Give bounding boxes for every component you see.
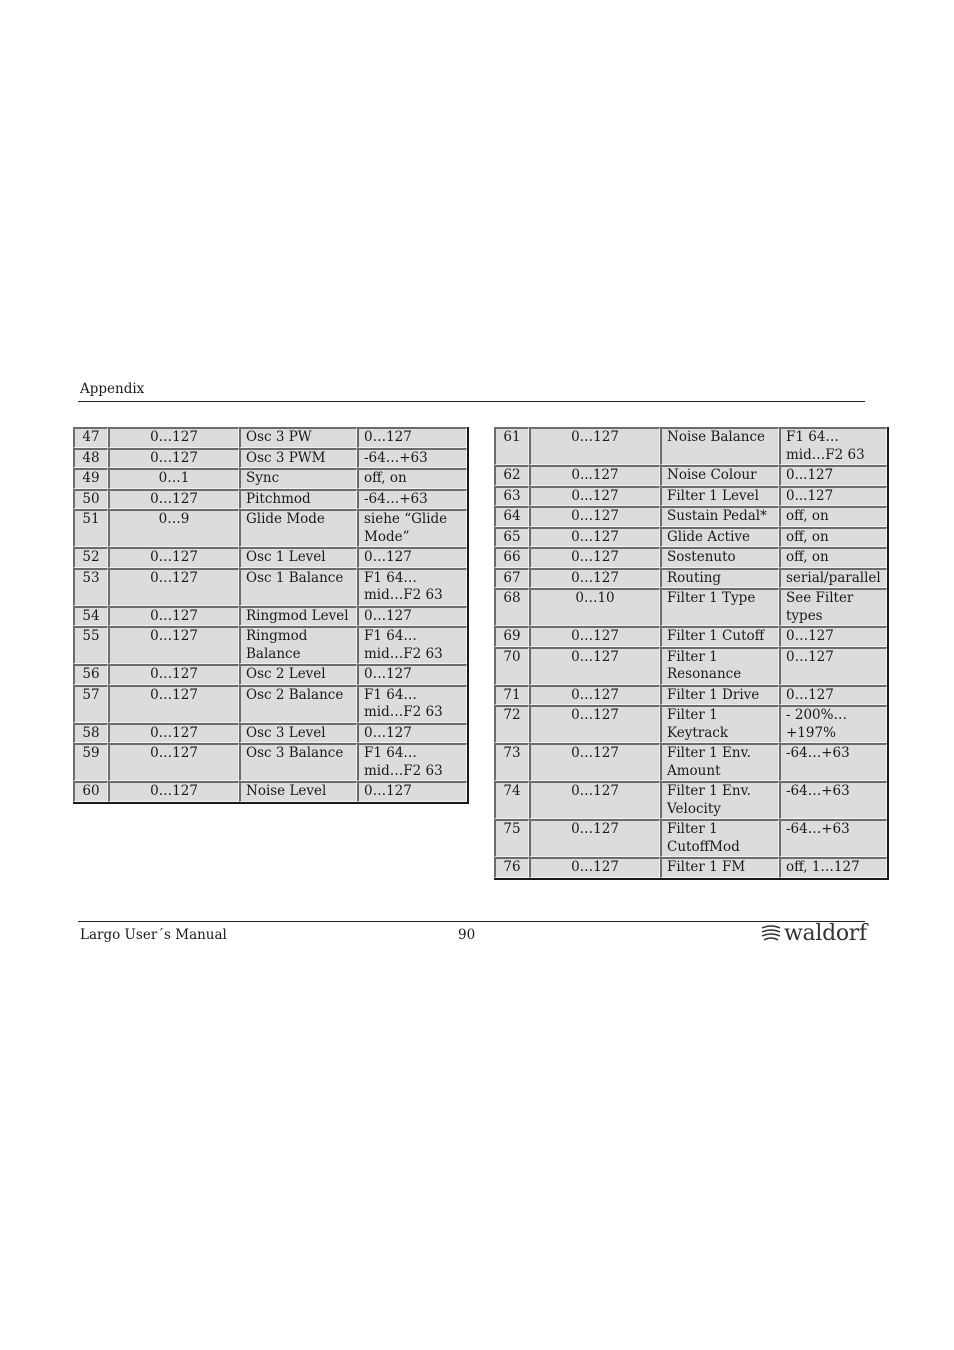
- value-range-cell: 0…127: [108, 664, 239, 685]
- parameter-range-cell: F1 64…mid…F2 63: [357, 568, 467, 606]
- controller-number-cell: 48: [73, 448, 108, 469]
- controller-number-cell: 62: [494, 465, 529, 486]
- parameter-range-cell: 0…127: [357, 547, 467, 568]
- table-row: [73, 723, 467, 744]
- controller-number-cell: 49: [73, 468, 108, 489]
- table-row: [73, 743, 467, 781]
- parameter-range-cell: off, 1…127: [779, 857, 887, 878]
- table-row: [73, 606, 467, 627]
- value-range-cell: 0…10: [529, 588, 660, 626]
- table-row: [73, 781, 467, 802]
- value-range-cell: 0…127: [529, 781, 660, 819]
- parameter-name-cell: Pitchmod: [239, 489, 357, 510]
- value-range-cell: 0...127: [529, 486, 660, 507]
- parameter-range-cell: - 200%… +197%: [779, 705, 887, 743]
- controller-number-cell: 75: [494, 819, 529, 857]
- table-row: [73, 685, 467, 723]
- manual-title: Largo User´s Manual: [80, 927, 227, 943]
- parameter-name-cell: Ringmod Balance: [239, 626, 357, 664]
- page-number: 90: [458, 927, 476, 943]
- parameter-range-cell: off, on: [779, 527, 887, 548]
- parameter-range-cell: -64…+63: [779, 743, 887, 781]
- controller-number-cell: 60: [73, 781, 108, 802]
- parameter-range-cell: F1 64…mid…F2 63: [357, 743, 467, 781]
- header-divider: [78, 401, 865, 402]
- parameter-name-cell: Filter 1 Type: [660, 588, 779, 626]
- table-row: [494, 647, 887, 685]
- table-row: [73, 626, 467, 664]
- value-range-cell: 0…1: [108, 468, 239, 489]
- value-range-cell: 0…127: [108, 547, 239, 568]
- parameter-range-cell: 0…127: [357, 723, 467, 744]
- controller-number-cell: 52: [73, 547, 108, 568]
- controller-number-cell: 56: [73, 664, 108, 685]
- parameter-name-cell: Sync: [239, 468, 357, 489]
- value-range-cell: 0…127: [529, 705, 660, 743]
- waldorf-logo: [760, 920, 867, 946]
- value-range-cell: 0…127: [108, 626, 239, 664]
- parameter-range-cell: 0…127: [357, 781, 467, 802]
- value-range-cell: 0…127: [529, 506, 660, 527]
- table-row: [494, 506, 887, 527]
- value-range-cell: 0…127: [108, 606, 239, 627]
- parameter-range-cell: siehe “Glide Mode”: [357, 509, 467, 547]
- table-row: [73, 427, 467, 448]
- parameter-name-cell: Osc 2 Balance: [239, 685, 357, 723]
- table-row: [494, 626, 887, 647]
- value-range-cell: 0…127: [529, 647, 660, 685]
- table-row: [494, 527, 887, 548]
- controller-number-cell: 55: [73, 626, 108, 664]
- controller-number-cell: 73: [494, 743, 529, 781]
- value-range-cell: 0…127: [108, 489, 239, 510]
- table-row: [494, 857, 887, 878]
- waldorf-logo-mark-icon: [760, 923, 782, 943]
- controller-number-cell: 76: [494, 857, 529, 878]
- parameter-range-cell: -64…+63: [357, 448, 467, 469]
- waldorf-logo-text: waldorf: [784, 920, 867, 946]
- value-range-cell: 0…127: [529, 743, 660, 781]
- value-range-cell: 0…127: [529, 626, 660, 647]
- value-range-cell: 0…127: [529, 819, 660, 857]
- table-row: [494, 743, 887, 781]
- parameter-range-cell: 0…127: [779, 647, 887, 685]
- parameter-range-cell: 0…127: [357, 427, 467, 448]
- controller-number-cell: 71: [494, 685, 529, 706]
- parameter-range-cell: 0…127: [357, 664, 467, 685]
- value-range-cell: 0…127: [108, 685, 239, 723]
- value-range-cell: 0…127: [108, 448, 239, 469]
- page-header-title: Appendix: [80, 381, 145, 397]
- parameter-name-cell: Filter 1 Keytrack: [660, 705, 779, 743]
- table-row: [494, 588, 887, 626]
- table-row: [73, 509, 467, 547]
- controller-number-cell: 66: [494, 547, 529, 568]
- controller-number-cell: 51: [73, 509, 108, 547]
- midi-controller-table-right: [494, 427, 889, 880]
- value-range-cell: 0…127: [108, 781, 239, 802]
- parameter-range-cell: See Filter types: [779, 588, 887, 626]
- parameter-name-cell: Osc 1 Balance: [239, 568, 357, 606]
- table-row: [73, 568, 467, 606]
- parameter-range-cell: F1 64…mid…F2 63: [357, 626, 467, 664]
- parameter-range-cell: off, on: [357, 468, 467, 489]
- controller-number-cell: 74: [494, 781, 529, 819]
- table-row: [494, 465, 887, 486]
- value-range-cell: 0…127: [529, 547, 660, 568]
- table-row: [494, 568, 887, 589]
- value-range-cell: 0…127: [108, 743, 239, 781]
- controller-number-cell: 59: [73, 743, 108, 781]
- controller-number-cell: 47: [73, 427, 108, 448]
- controller-number-cell: 72: [494, 705, 529, 743]
- parameter-name-cell: Glide Active: [660, 527, 779, 548]
- parameter-range-cell: 0…127: [779, 626, 887, 647]
- value-range-cell: 0…9: [108, 509, 239, 547]
- controller-number-cell: 65: [494, 527, 529, 548]
- parameter-name-cell: Noise Level: [239, 781, 357, 802]
- controller-number-cell: 64: [494, 506, 529, 527]
- controller-number-cell: 67: [494, 568, 529, 589]
- parameter-name-cell: Routing: [660, 568, 779, 589]
- footer-divider: [78, 921, 865, 922]
- parameter-name-cell: Noise Balance: [660, 427, 779, 465]
- parameter-name-cell: Noise Colour: [660, 465, 779, 486]
- value-range-cell: 0…127: [108, 723, 239, 744]
- parameter-name-cell: Osc 3 Level: [239, 723, 357, 744]
- controller-number-cell: 63: [494, 486, 529, 507]
- parameter-name-cell: Filter 1 Env. Amount: [660, 743, 779, 781]
- parameter-name-cell: Filter 1 FM: [660, 857, 779, 878]
- controller-number-cell: 58: [73, 723, 108, 744]
- controller-number-cell: 54: [73, 606, 108, 627]
- value-range-cell: 0…127: [108, 427, 239, 448]
- table-row: [73, 664, 467, 685]
- parameter-range-cell: off, on: [779, 506, 887, 527]
- parameter-name-cell: Sostenuto: [660, 547, 779, 568]
- parameter-name-cell: Filter 1 Env. Velocity: [660, 781, 779, 819]
- parameter-name-cell: Osc 1 Level: [239, 547, 357, 568]
- controller-number-cell: 68: [494, 588, 529, 626]
- parameter-name-cell: Filter 1 CutoffMod: [660, 819, 779, 857]
- controller-number-cell: 69: [494, 626, 529, 647]
- table-row: [494, 547, 887, 568]
- table-row: [73, 468, 467, 489]
- parameter-name-cell: Filter 1 Resonance: [660, 647, 779, 685]
- parameter-range-cell: F1 64…mid…F2 63: [357, 685, 467, 723]
- parameter-name-cell: Filter 1 Level: [660, 486, 779, 507]
- parameter-name-cell: Filter 1 Drive: [660, 685, 779, 706]
- parameter-range-cell: -64…+63: [357, 489, 467, 510]
- parameter-range-cell: 0...127: [779, 486, 887, 507]
- value-range-cell: 0…127: [108, 568, 239, 606]
- parameter-range-cell: serial/parallel: [779, 568, 887, 589]
- parameter-range-cell: -64…+63: [779, 781, 887, 819]
- table-row: [494, 819, 887, 857]
- parameter-range-cell: F1 64…mid…F2 63: [779, 427, 887, 465]
- parameter-range-cell: 0…127: [357, 606, 467, 627]
- value-range-cell: 0…127: [529, 685, 660, 706]
- controller-number-cell: 53: [73, 568, 108, 606]
- parameter-range-cell: off, on: [779, 547, 887, 568]
- parameter-name-cell: Osc 3 Balance: [239, 743, 357, 781]
- controller-number-cell: 57: [73, 685, 108, 723]
- parameter-name-cell: Filter 1 Cutoff: [660, 626, 779, 647]
- table-row: [494, 427, 887, 465]
- table-row: [494, 705, 887, 743]
- parameter-range-cell: -64…+63: [779, 819, 887, 857]
- table-row: [73, 547, 467, 568]
- parameter-name-cell: Ringmod Level: [239, 606, 357, 627]
- table-row: [494, 781, 887, 819]
- parameter-range-cell: 0...127: [779, 465, 887, 486]
- table-row: [494, 685, 887, 706]
- parameter-name-cell: Osc 2 Level: [239, 664, 357, 685]
- value-range-cell: 0…127: [529, 568, 660, 589]
- parameter-range-cell: 0…127: [779, 685, 887, 706]
- midi-controller-table-left: [73, 427, 469, 804]
- value-range-cell: 0…127: [529, 527, 660, 548]
- parameter-name-cell: Sustain Pedal*: [660, 506, 779, 527]
- parameter-name-cell: Osc 3 PWM: [239, 448, 357, 469]
- parameter-name-cell: Osc 3 PW: [239, 427, 357, 448]
- table-row: [494, 486, 887, 507]
- table-row: [73, 489, 467, 510]
- value-range-cell: 0…127: [529, 857, 660, 878]
- controller-number-cell: 70: [494, 647, 529, 685]
- controller-number-cell: 61: [494, 427, 529, 465]
- parameter-name-cell: Glide Mode: [239, 509, 357, 547]
- value-range-cell: 0…127: [529, 427, 660, 465]
- table-row: [73, 448, 467, 469]
- value-range-cell: 0...127: [529, 465, 660, 486]
- controller-number-cell: 50: [73, 489, 108, 510]
